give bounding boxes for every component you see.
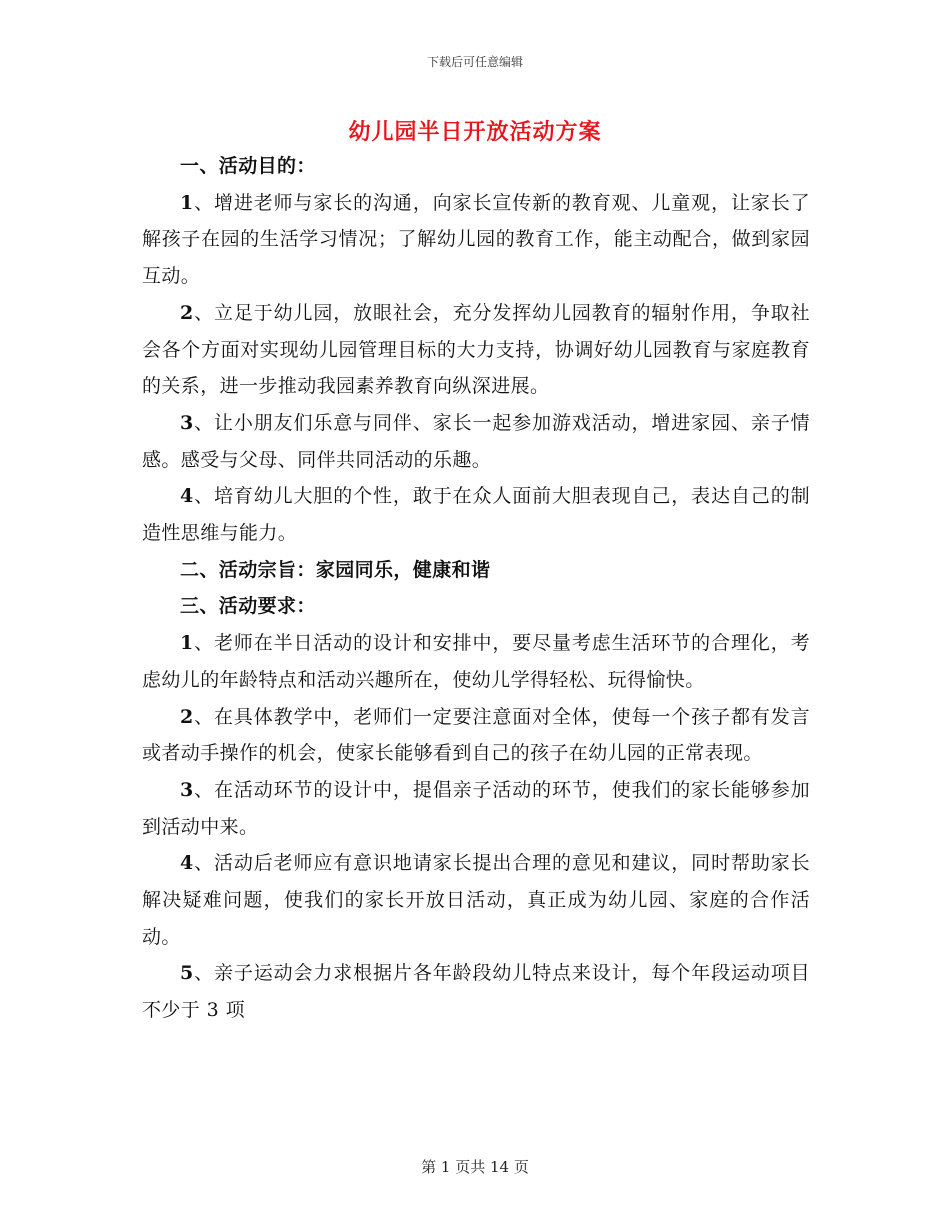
section-heading-requirements: 三、活动要求：	[180, 595, 316, 618]
item-number: 2	[180, 301, 194, 324]
item-text: 、老师在半日活动的设计和安排中，要尽量考虑生活环节的合理化，考虑幼儿的年龄特点和活动兴趣所在，使幼儿学得轻松、玩得愉快。	[142, 632, 810, 691]
requirement-item-5	[142, 955, 810, 1028]
item-text: 、立足于幼儿园，放眼社会，充分发挥幼儿园教育的辐射作用，争取社会各个方面对实现幼儿园管理目标的大力支持，协调好幼儿园教育与家庭教育的关系，进一步推动我园素养教育向纵深进展。	[142, 301, 810, 398]
item-number: 3	[180, 411, 194, 434]
requirement-item-1	[142, 625, 810, 698]
purpose-item-1	[142, 185, 810, 295]
item-number: 2	[180, 705, 194, 728]
item-text: 、亲子运动会力求根据片各年龄段幼儿特点来设计，每个年段运动项目不少于 3 项	[142, 962, 810, 1022]
item-number: 5	[180, 962, 194, 985]
purpose-item-4	[142, 478, 810, 551]
section-heading-purpose: 一、活动目的：	[180, 155, 316, 177]
item-text: 、在具体教学中，老师们一定要注意面对全体，使每一个孩子都有发言或者动手操作的机会，使家长能够看到自己的孩子在幼儿园的正常表现。	[142, 705, 810, 765]
item-number: 1	[180, 632, 194, 655]
item-text: 、让小朋友们乐意与同伴、家长一起参加游戏活动，增进家园、亲子情感。感受与父母、同伴共同活动的乐趣。	[142, 411, 810, 471]
document-title: 幼儿园半日开放活动方案	[348, 119, 602, 145]
requirement-item-3	[142, 772, 810, 845]
item-text: 、增进老师与家长的沟通，向家长宣传新的教育观、儿童观，让家长了解孩子在园的生活学习情况；了解幼儿园的教育工作，能主动配合，做到家园互动。	[142, 191, 810, 288]
purpose-item-3	[142, 405, 810, 478]
item-text: 、活动后老师应有意识地请家长提出合理的意见和建议，同时帮助家长解决疑难问题，使我们的家长开放日活动，真正成为幼儿园、家庭的合作活动。	[142, 852, 810, 948]
item-number: 4	[180, 852, 194, 875]
page-footer: 第 1 页共 14 页	[421, 1158, 529, 1176]
section-heading-theme: 二、活动宗旨：家园同乐，健康和谐	[180, 558, 491, 581]
requirement-item-2	[142, 699, 810, 772]
requirement-item-4	[142, 845, 810, 955]
page-header: 下载后可任意编辑	[426, 55, 523, 69]
item-number: 4	[180, 485, 194, 508]
purpose-item-2	[142, 295, 810, 405]
item-number: 1	[180, 191, 194, 214]
item-text: 、培育幼儿大胆的个性，敢于在众人面前大胆表现自己，表达自己的制造性思维与能力。	[142, 485, 810, 545]
document-body	[142, 148, 810, 1029]
item-text: 、在活动环节的设计中，提倡亲子活动的环节，使我们的家长能够参加到活动中来。	[142, 778, 810, 838]
item-number: 3	[180, 778, 194, 801]
